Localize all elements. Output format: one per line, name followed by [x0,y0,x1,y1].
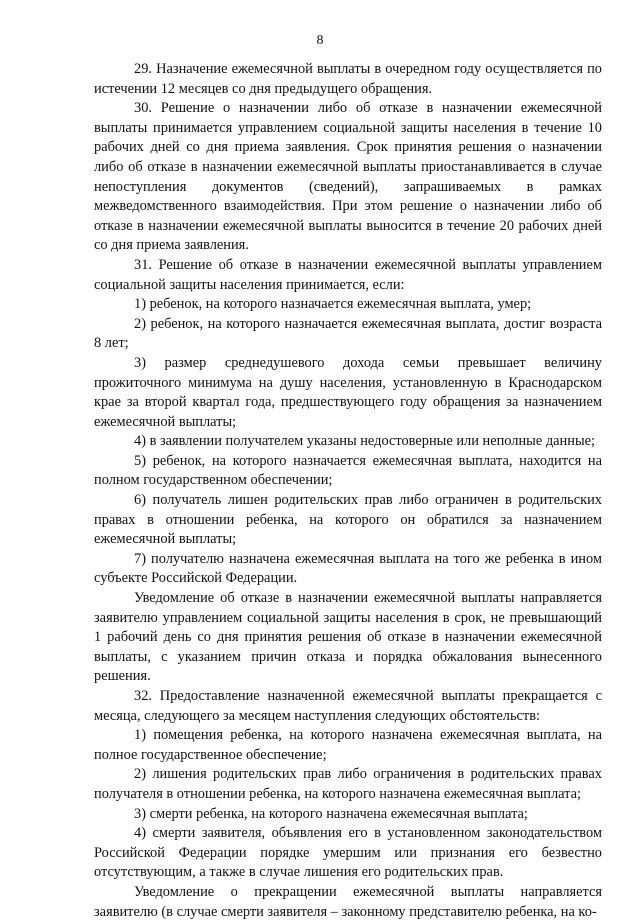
list-item-31-6: 6) получатель лишен родительских прав либо ограничен в родительских правах в отношении ребенка, на которого он обратился за назначением ежемесячной выплаты; [94,492,602,548]
paragraph-30: 30. Решение о назначении либо об отказе в назначении ежемесячной выплаты принимается управлением социальной защиты населения в течение 10 рабочих дней со дня приема заявления. Срок принятия решения о назначении либо об отказе в назначении ежемесячной выплаты приостанавливается в случае непоступления документов (сведений), запрашиваемых в рамках межведомственного взаимодействия. При этом решение о назначении либо об отказе в назначении ежемесячной выплаты выносится в течение 20 рабочих дней со дня приема заявления. [94,100,602,254]
list-item-31-5: 5) ребенок, на которого назначается ежемесячная выплата, находится на полном государственном обеспечении; [94,452,602,489]
list-item-31-4: 4) в заявлении получателем указаны недостоверные или неполные данные; [134,433,596,450]
paragraph-32: 32. Предоставление назначенной ежемесячной выплаты прекращается с месяца, следующего за месяцем наступления следующих обстоятельств: [94,688,602,724]
refusal-notice-paragraph: Уведомление об отказе в назначении ежемесячной выплаты направляется заявителю управлением социальной защиты населения в срок, не превышающий 1 рабочий день со дня принятия решения об отказе в назначении ежемесячной выплаты, с указанием причин отказа и порядка обжалования вынесенного решения. [94,590,602,685]
paragraph-31: 31. Решение об отказе в назначении ежемесячной выплаты управлением социальной защиты населения принимается, если: [94,256,602,293]
list-item-31-3: 3) размер среднедушевого дохода семьи превышает величину прожиточного минимума на душу населения, установленную в Краснодарском крае за второй квартал года, предшествующего году обращения за назначением ежемесячной выплаты; [94,354,602,430]
paragraph-29: 29. Назначение ежемесячной выплаты в очередном году осуществляется по истечении 12 месяцев со дня предыдущего обращения. [94,61,602,97]
list-item-31-7: 7) получателю назначена ежемесячная выплата на того же ребенка в ином субъекте Российской Федерации. [94,550,602,587]
page-number: 8 [316,33,324,48]
document-body [94,60,602,922]
list-item-32-4: 4) смерти заявителя, объявления его в установленном законодательством Российской Федерации порядке умершим или признания его безвестно отсутствующим, а также в случае лишения его родительских прав. [94,825,602,881]
list-item-32-1: 1) помещения ребенка, на которого назначена ежемесячная выплата, на полное государственное обеспечение; [94,727,602,763]
list-item-32-3: 3) смерти ребенка, на которого назначена ежемесячная выплата; [134,805,528,822]
list-item-31-2: 2) ребенок, на которого назначается ежемесячная выплата, достиг возраста 8 лет; [94,315,602,352]
termination-notice-paragraph: Уведомление о прекращении ежемесячной выплаты направляется заявителю (в случае смерти заявителя – законному представителю ребенка, на ко- [94,883,602,920]
list-item-31-1: 1) ребенок, на которого назначается ежемесячная выплата, умер; [134,296,532,313]
list-item-32-2: 2) лишения родительских прав либо ограничения в родительских правах получателя в отношении ребенка, на которого назначена ежемесячная выплата; [94,766,602,802]
